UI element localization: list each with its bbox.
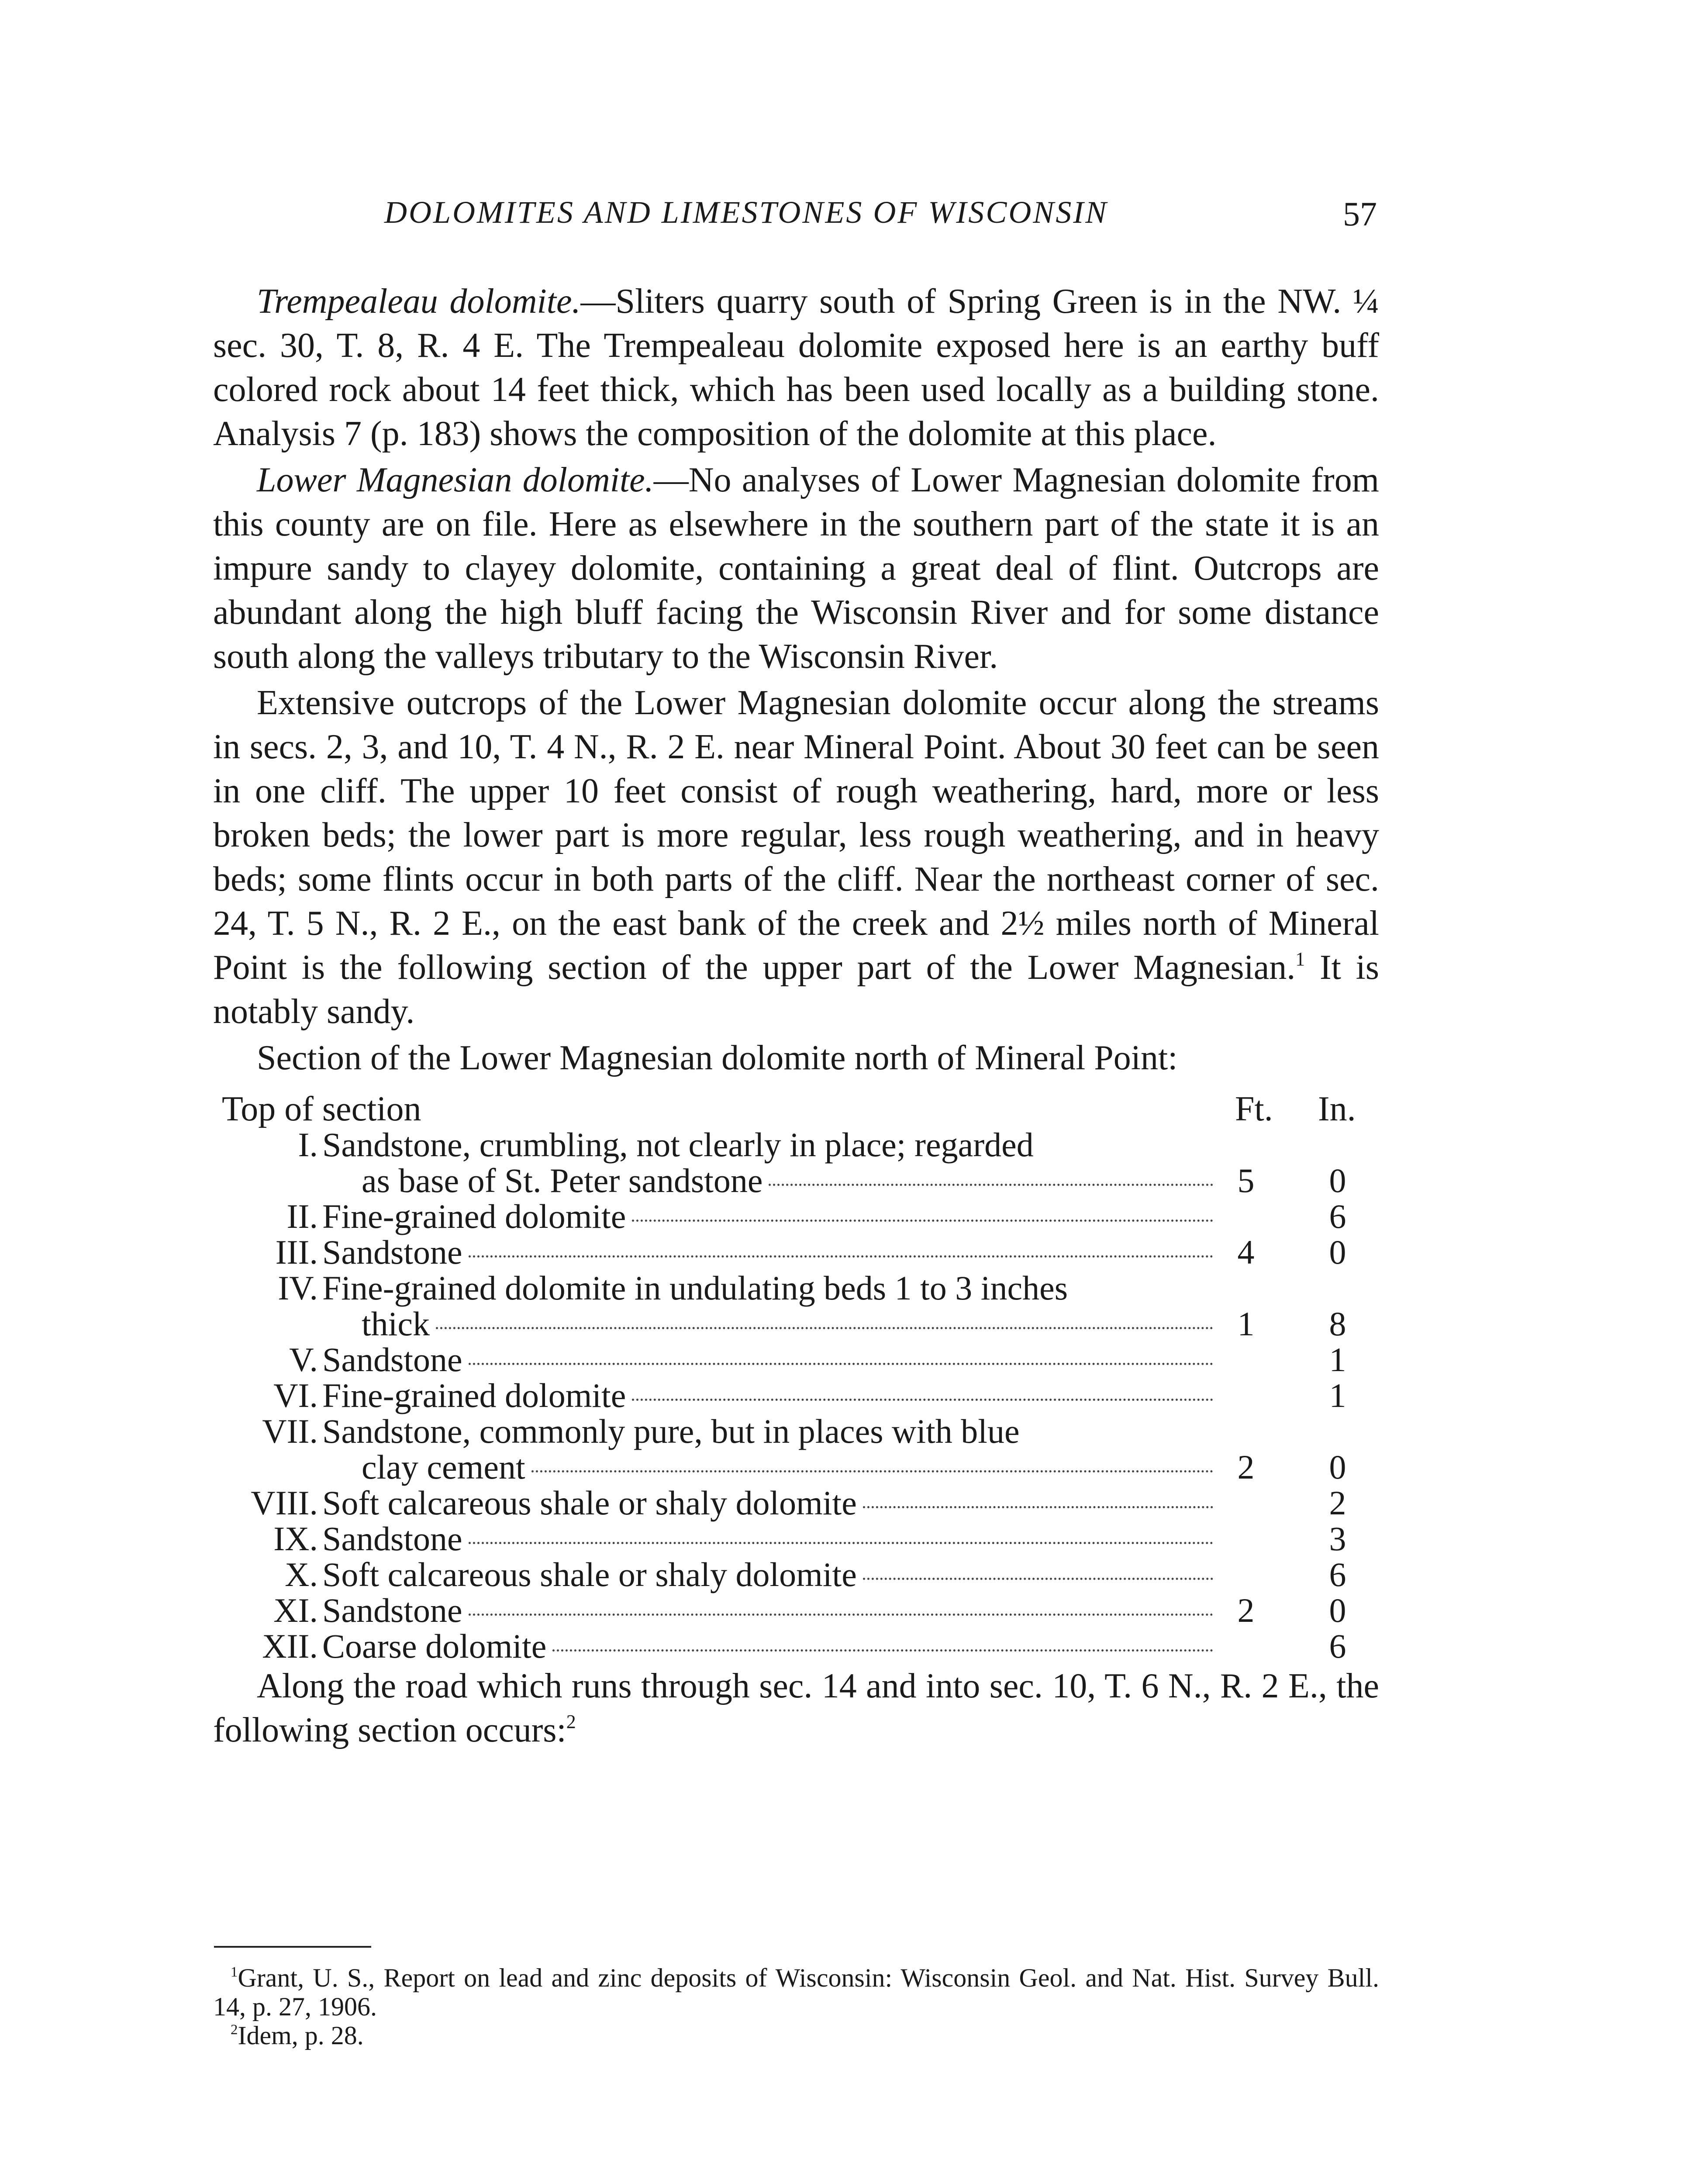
row-description	[322, 1593, 1213, 1628]
footnote-ref-1: 1	[1295, 948, 1305, 970]
description-text: Sandstone	[322, 1233, 462, 1271]
description-line	[322, 1413, 1213, 1449]
row-number: III.	[275, 1233, 318, 1271]
description-line	[322, 1127, 1213, 1163]
dot-leader	[469, 1614, 1213, 1616]
row-description	[322, 1628, 1213, 1664]
row-number: I.	[298, 1126, 318, 1164]
paragraph-text: Along the road which runs through sec. 14 and into sec. 10, T. 6 N., R. 2 E., the following section occurs:	[213, 1667, 1379, 1749]
dot-leader	[632, 1399, 1213, 1401]
footnote-mark: 2	[231, 2022, 238, 2038]
paragraph-lead: Trempealeau dolomite.	[257, 282, 581, 321]
paragraph-lead: Lower Magnesian dolomite.	[257, 461, 654, 499]
description-line	[322, 1378, 1213, 1413]
footnote-ref-2: 2	[566, 1711, 576, 1733]
row-description	[322, 1199, 1213, 1234]
description-line	[322, 1342, 1213, 1378]
inches-value: 0	[1329, 1448, 1346, 1486]
dot-leader	[436, 1327, 1213, 1329]
inches-column-header: In.	[1318, 1090, 1356, 1128]
row-description	[322, 1378, 1213, 1413]
description-text: Sandstone	[322, 1520, 462, 1558]
footnote-rule	[214, 1946, 371, 1948]
row-number: X.	[285, 1555, 318, 1593]
section-table-header	[213, 1091, 1379, 1127]
dot-leader	[469, 1542, 1213, 1544]
description-text: Soft calcareous shale or shaly dolomite	[322, 1484, 857, 1522]
inches-value: 6	[1329, 1197, 1346, 1235]
section-row	[213, 1557, 1379, 1593]
section-row	[213, 1234, 1379, 1270]
footnote-2	[213, 2021, 1379, 2050]
section-row	[213, 1521, 1379, 1557]
description-text: thick	[362, 1305, 430, 1343]
row-description	[322, 1127, 1213, 1199]
section-table	[213, 1127, 1379, 1664]
section-row	[213, 1127, 1379, 1199]
dot-leader	[469, 1363, 1213, 1365]
inches-value: 6	[1329, 1555, 1346, 1593]
section-row	[213, 1628, 1379, 1664]
dot-leader	[632, 1220, 1213, 1222]
description-text: Sandstone, commonly pure, but in places with blue	[322, 1412, 1020, 1450]
row-number: II.	[286, 1197, 318, 1235]
dot-leader	[552, 1649, 1213, 1652]
dot-leader	[469, 1255, 1213, 1258]
row-number: IV.	[278, 1269, 318, 1307]
description-text: clay cement	[362, 1448, 525, 1486]
row-description	[322, 1270, 1213, 1342]
feet-value: 2	[1237, 1591, 1255, 1629]
section-row	[213, 1485, 1379, 1521]
feet-column-header: Ft.	[1235, 1090, 1273, 1128]
row-description	[322, 1413, 1213, 1485]
description-text: Fine-grained dolomite	[322, 1197, 626, 1235]
description-line	[322, 1557, 1213, 1593]
inches-value: 0	[1329, 1591, 1346, 1629]
footnote-1	[213, 1963, 1379, 2021]
inches-value: 8	[1329, 1305, 1346, 1343]
description-text: as base of St. Peter sandstone	[362, 1161, 763, 1199]
row-number: VII.	[262, 1412, 318, 1450]
inches-value: 1	[1329, 1376, 1346, 1414]
row-number: VIII.	[251, 1484, 318, 1522]
inches-value: 2	[1329, 1484, 1346, 1522]
section-caption: Section of the Lower Magnesian dolomite north of Mineral Point:	[257, 1039, 1178, 1077]
description-text: Soft calcareous shale or shaly dolomite	[322, 1555, 857, 1593]
inches-value: 3	[1329, 1520, 1346, 1558]
description-text: Coarse dolomite	[322, 1627, 547, 1665]
dot-leader	[863, 1578, 1213, 1580]
description-text: Sandstone	[322, 1591, 462, 1629]
paragraph-lower-magnesian	[213, 458, 1379, 679]
body-text	[213, 280, 1379, 1752]
page-number: 57	[1343, 195, 1377, 233]
footnote-mark: 1	[231, 1964, 238, 1980]
dot-leader	[863, 1506, 1213, 1508]
description-text: Fine-grained dolomite	[322, 1376, 626, 1414]
paragraph-text: Extensive outcrops of the Lower Magnesian dolomite occur along the streams in secs. 2, 3, and 10, T. 4 N., R. 2 E. near Mineral Point. About 30 feet can be seen in one cliff. The upper 10 feet consist of rough weathering, hard, more or less broken beds; the lower part is more regular, less rough weathering, and in heavy beds; some flints occur in both parts of the cliff. Near the northeast corner of sec. 24, T. 5 N., R. 2 E., on the east bank of the creek and 2½ miles north of Mineral Point is the following section of the upper part of the Lower Magnesian.	[213, 684, 1379, 987]
section-row	[213, 1342, 1379, 1378]
section-row	[213, 1413, 1379, 1485]
description-line	[322, 1449, 1213, 1485]
feet-value: 5	[1237, 1161, 1255, 1199]
feet-value: 1	[1237, 1305, 1255, 1343]
paragraph-closing	[213, 1664, 1379, 1752]
description-text: Sandstone, crumbling, not clearly in place; regarded	[322, 1126, 1034, 1164]
inches-value: 6	[1329, 1627, 1346, 1665]
description-text: Sandstone	[322, 1341, 462, 1379]
footnotes	[213, 1963, 1379, 2050]
description-text: Fine-grained dolomite in undulating beds 1 to 3 inches	[322, 1269, 1068, 1307]
row-number: IX.	[273, 1520, 318, 1558]
section-row	[213, 1270, 1379, 1342]
description-line	[322, 1163, 1213, 1199]
row-description	[322, 1234, 1213, 1270]
description-line	[322, 1593, 1213, 1628]
description-line	[322, 1628, 1213, 1664]
row-description	[322, 1557, 1213, 1593]
dot-leader	[769, 1184, 1213, 1186]
paragraph-trempealeau	[213, 280, 1379, 456]
paragraph-text: —No analyses of Lower Magnesian dolomite from this county are on file. Here as elsewhere in the southern part of the state it is an impure sandy to clayey dolomite, containing a great deal of flint. Outcrops are abundant along the high bluff facing the Wisconsin River and for some distance south along the valleys tributary to the Wisconsin River.	[213, 461, 1379, 676]
footnote-text: Grant, U. S., Report on lead and zinc deposits of Wisconsin: Wisconsin Geol. and Nat. Hist. Survey Bull. 14, p. 27, 1906.	[213, 1963, 1379, 2021]
description-line	[322, 1270, 1213, 1306]
row-number: XII.	[262, 1627, 318, 1665]
row-number: XI.	[273, 1591, 318, 1629]
paragraph-tail: It is notably sandy.	[213, 948, 1379, 1031]
section-row	[213, 1378, 1379, 1413]
row-description	[322, 1521, 1213, 1557]
section-row	[213, 1199, 1379, 1234]
feet-value: 2	[1237, 1448, 1255, 1486]
description-line	[322, 1234, 1213, 1270]
inches-value: 0	[1329, 1161, 1346, 1199]
footnote-text: Idem, p. 28.	[238, 2021, 364, 2050]
inches-value: 0	[1329, 1233, 1346, 1271]
row-number: V.	[289, 1341, 318, 1379]
paragraph-text: —Sliters quarry south of Spring Green is in the NW. ¼ sec. 30, T. 8, R. 4 E. The Trempealeau dolomite exposed here is an earthy buff colored rock about 14 feet thick, which has been used locally as a building stone. Analysis 7 (p. 183) shows the composition of the dolomite at this place.	[213, 282, 1379, 453]
running-header: DOLOMITES AND LIMESTONES OF WISCONSIN	[384, 195, 1108, 230]
description-line	[322, 1199, 1213, 1234]
description-line	[322, 1485, 1213, 1521]
dot-leader	[531, 1470, 1213, 1472]
row-description	[322, 1485, 1213, 1521]
paragraph-mineral-point	[213, 681, 1379, 1034]
section-row	[213, 1593, 1379, 1628]
feet-value: 4	[1237, 1233, 1255, 1271]
row-description	[322, 1342, 1213, 1378]
top-of-section-label: Top of section	[222, 1090, 421, 1128]
description-line	[322, 1306, 1213, 1342]
inches-value: 1	[1329, 1341, 1346, 1379]
description-line	[322, 1521, 1213, 1557]
row-number: VI.	[273, 1376, 318, 1414]
